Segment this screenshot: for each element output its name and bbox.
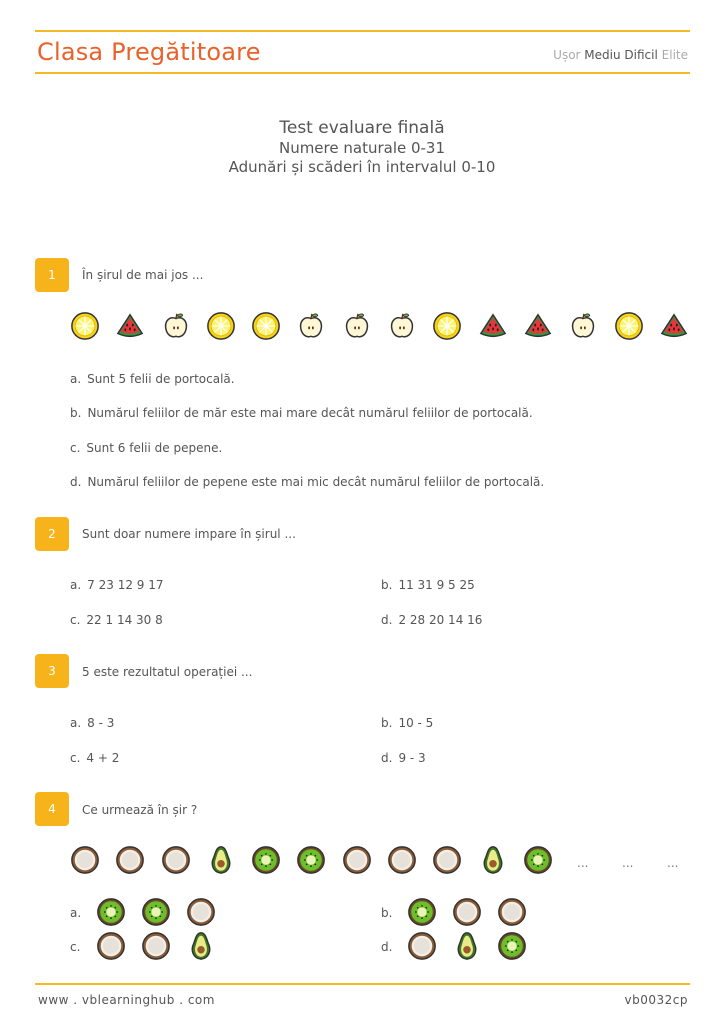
lemon-icon <box>432 311 462 341</box>
answer-label: a. <box>70 906 82 920</box>
apple-icon <box>568 311 598 341</box>
answer-option[interactable] <box>381 940 398 954</box>
kiwi-icon <box>296 845 326 875</box>
kiwi-icon <box>407 897 437 927</box>
answer-option[interactable] <box>70 906 87 920</box>
answer-label: a. <box>70 372 82 386</box>
question-number: 2 <box>35 517 69 551</box>
difficulty-levels <box>553 48 688 62</box>
answer-fruits[interactable] <box>96 897 216 927</box>
answer-option[interactable] <box>70 940 86 954</box>
answer-option[interactable] <box>70 406 533 420</box>
answer-label: c. <box>70 940 81 954</box>
watermelon-icon <box>478 311 508 341</box>
lemon-icon <box>206 311 236 341</box>
answer-label: b. <box>381 578 393 592</box>
footer-code: vb0032cp <box>624 993 688 1007</box>
watermelon-icon <box>523 311 553 341</box>
answer-label: b. <box>381 716 393 730</box>
apple-icon <box>387 311 417 341</box>
test-subtitle-2: Adunări și scăderi în intervalul 0-10 <box>228 158 496 176</box>
ellipsis: ... <box>622 856 634 870</box>
answer-text: 22 1 14 30 8 <box>86 613 163 627</box>
question-number: 1 <box>35 258 69 292</box>
answer-text: 8 - 3 <box>87 716 115 730</box>
answer-text: Numărul feliilor de pepene este mai mic decât numărul feliilor de portocală. <box>87 475 545 489</box>
ellipsis: ... <box>667 856 679 870</box>
answer-label: c. <box>70 613 81 627</box>
answer-label: c. <box>70 751 81 765</box>
answer-text: 10 - 5 <box>398 716 434 730</box>
question-text: 5 este rezultatul operației ... <box>82 665 253 679</box>
answer-label: b. <box>381 906 393 920</box>
answer-text: Numărul feliilor de măr este mai mare decât numărul feliilor de portocală. <box>87 406 533 420</box>
answer-option[interactable] <box>70 475 544 489</box>
level-elite: Elite <box>661 48 688 62</box>
lemon-icon <box>251 311 281 341</box>
question-text: Sunt doar numere impare în șirul ... <box>82 527 296 541</box>
coconut-icon <box>432 845 462 875</box>
coconut-icon <box>115 845 145 875</box>
header-bottom-rule <box>35 72 690 74</box>
answer-option[interactable] <box>70 372 235 386</box>
question-number: 3 <box>35 654 69 688</box>
answer-label: a. <box>70 716 82 730</box>
answer-option[interactable] <box>70 441 222 455</box>
answer-option[interactable] <box>381 578 475 592</box>
question-number: 4 <box>35 792 69 826</box>
answer-text: 4 + 2 <box>86 751 120 765</box>
question-text: În șirul de mai jos ... <box>82 268 204 282</box>
answer-option[interactable] <box>381 751 426 765</box>
answer-label: d. <box>381 751 393 765</box>
footer-website[interactable]: www . vblearninghub . com <box>38 993 215 1007</box>
test-subtitle-1: Numere naturale 0-31 <box>278 139 446 157</box>
coconut-icon <box>387 845 417 875</box>
kiwi-icon <box>251 845 281 875</box>
avocado-icon <box>186 931 216 961</box>
answer-option[interactable] <box>381 613 482 627</box>
apple-icon <box>296 311 326 341</box>
coconut-icon <box>342 845 372 875</box>
kiwi-icon <box>96 897 126 927</box>
answer-option[interactable] <box>70 751 119 765</box>
answer-text: 2 28 20 14 16 <box>398 613 483 627</box>
fruit-sequence <box>70 845 553 875</box>
avocado-icon <box>206 845 236 875</box>
level-hard: Dificil <box>624 48 658 62</box>
ellipsis: ... <box>577 856 589 870</box>
answer-text: 7 23 12 9 17 <box>87 578 164 592</box>
level-medium: Mediu <box>584 48 621 62</box>
coconut-icon <box>452 897 482 927</box>
brand-title: Clasa Pregătitoare <box>37 38 261 66</box>
coconut-icon <box>70 845 100 875</box>
test-title: Test evaluare finală <box>279 118 445 138</box>
answer-fruits[interactable] <box>407 897 527 927</box>
apple-icon <box>342 311 372 341</box>
answer-label: b. <box>70 406 82 420</box>
watermelon-icon <box>115 311 145 341</box>
answer-label: d. <box>381 613 393 627</box>
kiwi-icon <box>523 845 553 875</box>
answer-option[interactable] <box>381 716 433 730</box>
avocado-icon <box>478 845 508 875</box>
answer-option[interactable] <box>70 716 114 730</box>
coconut-icon <box>407 931 437 961</box>
answer-option[interactable] <box>70 613 163 627</box>
answer-label: c. <box>70 441 81 455</box>
coconut-icon <box>497 897 527 927</box>
top-rule <box>35 30 690 32</box>
answer-label: a. <box>70 578 82 592</box>
answer-text: Sunt 6 felii de pepene. <box>86 441 223 455</box>
answer-fruits[interactable] <box>407 931 527 961</box>
answer-option[interactable] <box>381 906 398 920</box>
lemon-icon <box>70 311 100 341</box>
kiwi-icon <box>497 931 527 961</box>
answer-text: 9 - 3 <box>398 751 426 765</box>
answer-label: d. <box>381 940 393 954</box>
answer-option[interactable] <box>70 578 164 592</box>
coconut-icon <box>141 931 171 961</box>
footer-rule <box>35 983 690 985</box>
coconut-icon <box>96 931 126 961</box>
answer-text: 11 31 9 5 25 <box>398 578 475 592</box>
fruit-sequence <box>70 311 689 341</box>
question-text: Ce urmează în șir ? <box>82 803 198 817</box>
apple-icon <box>161 311 191 341</box>
answer-text: Sunt 5 felii de portocală. <box>87 372 235 386</box>
coconut-icon <box>161 845 191 875</box>
level-easy: Ușor <box>553 48 581 62</box>
answer-fruits[interactable] <box>96 931 216 961</box>
lemon-icon <box>614 311 644 341</box>
watermelon-icon <box>659 311 689 341</box>
coconut-icon <box>186 897 216 927</box>
answer-label: d. <box>70 475 82 489</box>
avocado-icon <box>452 931 482 961</box>
kiwi-icon <box>141 897 171 927</box>
